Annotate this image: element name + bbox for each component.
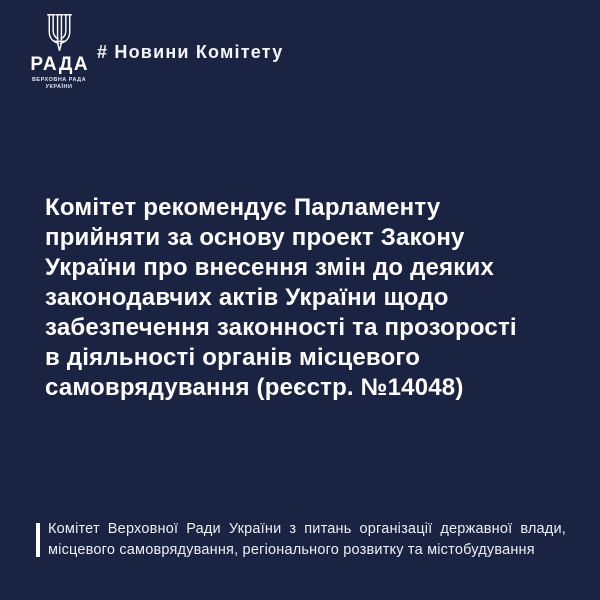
tryzub-trident-icon	[28, 12, 90, 54]
announcement-line: Комітет рекомендує Парламенту	[45, 194, 441, 221]
announcement-line: забезпечення законності та прозорості	[45, 314, 517, 341]
committee-name-line1: Комітет Верховної Ради України з питань організації державної влади,	[48, 521, 566, 537]
announcement-line: прийняти за основу проект Закону	[45, 224, 465, 251]
logo-brand-text: РАДА	[30, 54, 90, 75]
footer	[36, 519, 566, 561]
footer-accent-bar	[36, 523, 40, 557]
announcement-line: законодавчих актів України щодо	[45, 284, 449, 311]
committee-name-line2: місцевого самоврядування, регіонального розвитку та містобудування	[48, 542, 535, 558]
announcement-line: України про внесення змін до деяких	[45, 254, 495, 281]
logo-subtitle-line1: ВЕРХОВНА РАДА	[31, 77, 87, 83]
rada-logo	[28, 12, 90, 90]
announcement-line: в діяльності органів місцевого	[45, 344, 421, 371]
committee-name	[48, 519, 566, 561]
announcement-line: самоврядування (реєстр. №14048)	[45, 374, 464, 401]
logo-subtitle-line2: УКРАЇНИ	[45, 83, 73, 90]
hashtag-title: # Новини Комітету	[97, 42, 284, 62]
announcement-text	[45, 193, 545, 403]
